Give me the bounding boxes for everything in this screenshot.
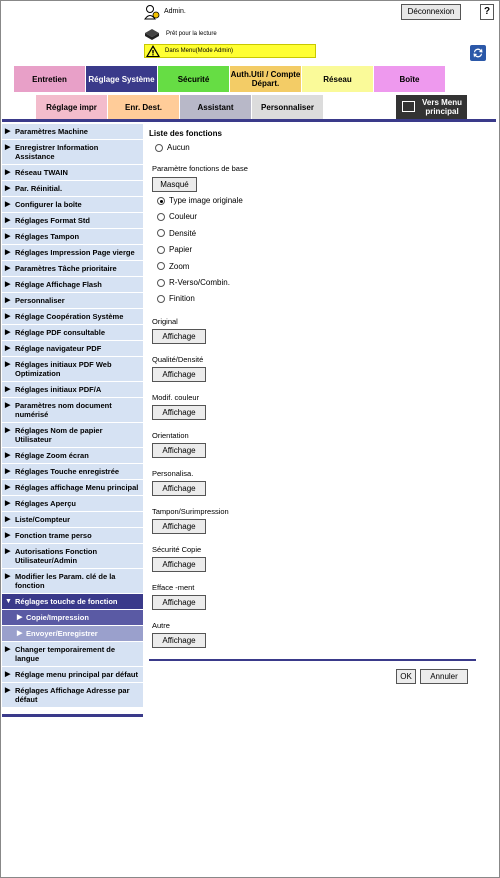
radio-circle xyxy=(157,213,165,221)
sidebar-item[interactable] xyxy=(2,277,143,293)
radio-label: R-Verso/Combin. xyxy=(169,278,230,287)
tab-main-3[interactable]: Auth.Util / Compte Départ. xyxy=(230,66,302,92)
arrow-right-icon: ▶ xyxy=(5,452,11,459)
sidebar-item[interactable] xyxy=(2,261,143,277)
radio-base-option[interactable] xyxy=(157,262,189,271)
main-tabs xyxy=(14,66,446,92)
sidebar-item[interactable] xyxy=(2,480,143,496)
mode-text: Dans Menu(Mode Admin) xyxy=(165,48,234,54)
sidebar-item[interactable] xyxy=(2,667,143,683)
sidebar-item-label: Fonction trame perso xyxy=(15,531,92,540)
sidebar-item[interactable] xyxy=(2,309,143,325)
display-button[interactable]: Affichage xyxy=(152,481,206,496)
sidebar-item[interactable] xyxy=(2,496,143,512)
sidebar-item-label: Réseau TWAIN xyxy=(15,168,68,177)
arrow-right-icon: ▶ xyxy=(5,500,11,507)
status-row xyxy=(144,28,344,42)
main-menu-label: Vers Menu principal xyxy=(421,98,462,116)
sidebar-item-label: Réglages initiaux PDF Web Optimization xyxy=(15,360,112,378)
warning-icon xyxy=(146,45,160,57)
sidebar-item[interactable] xyxy=(2,464,143,480)
sidebar-item[interactable] xyxy=(2,398,143,423)
sidebar-item[interactable] xyxy=(2,528,143,544)
sidebar-item-label: Réglages touche de fonction xyxy=(15,597,118,606)
bottom-divider xyxy=(149,659,476,661)
sidebar-item[interactable] xyxy=(2,229,143,245)
sidebar-item-label: Réglage Coopération Système xyxy=(15,312,124,321)
display-button[interactable]: Affichage xyxy=(152,633,206,648)
section-label: Original xyxy=(152,317,178,326)
help-icon[interactable]: ? xyxy=(480,4,494,20)
sidebar-item-label: Paramètres nom document numérisé xyxy=(15,401,112,419)
section-label: Sécurité Copie xyxy=(152,545,202,554)
sidebar-item[interactable] xyxy=(2,165,143,181)
display-button[interactable]: Affichage xyxy=(152,367,206,382)
sidebar-item-label: Configurer la boîte xyxy=(15,200,82,209)
display-button[interactable]: Affichage xyxy=(152,595,206,610)
main-menu-button[interactable] xyxy=(396,95,467,119)
radio-base-option[interactable] xyxy=(157,196,243,205)
tab-main-0[interactable]: Entretien xyxy=(14,66,86,92)
tab-sub-3[interactable]: Personnaliser xyxy=(252,95,324,119)
radio-label: Type image originale xyxy=(169,196,243,205)
base-functions-label: Paramètre fonctions de base xyxy=(152,164,248,173)
sidebar-item[interactable] xyxy=(2,382,143,398)
main-menu-icon xyxy=(402,101,415,112)
ok-button[interactable]: OK xyxy=(396,669,416,684)
sidebar-item-label: Paramètres Tâche prioritaire xyxy=(15,264,117,273)
arrow-right-icon: ▶ xyxy=(5,217,11,224)
display-button[interactable]: Affichage xyxy=(152,519,206,534)
sidebar-item-label: Liste/Compteur xyxy=(15,515,71,524)
radio-none-label: Aucun xyxy=(167,143,190,152)
sidebar-item[interactable] xyxy=(2,642,143,667)
tab-sub-2[interactable]: Assistant xyxy=(180,95,252,119)
radio-label: Papier xyxy=(169,245,193,255)
page-title: Liste des fonctions xyxy=(149,129,222,138)
sidebar-item[interactable] xyxy=(2,140,143,165)
radio-circle xyxy=(157,246,165,254)
sidebar-item[interactable] xyxy=(2,544,143,569)
sidebar-item[interactable] xyxy=(2,293,143,309)
sidebar-item[interactable] xyxy=(2,610,143,626)
arrow-right-icon: ▶ xyxy=(5,386,11,393)
radio-circle xyxy=(157,262,165,270)
arrow-right-icon: ▶ xyxy=(17,630,23,637)
sidebar-item-label: Réglages initiaux PDF/A xyxy=(15,385,102,394)
section-label: Autre xyxy=(152,621,170,630)
arrow-right-icon: ▶ xyxy=(17,614,23,621)
status-text: Prêt pour la lecture xyxy=(166,31,217,37)
radio-base-option[interactable] xyxy=(157,278,230,287)
admin-user-icon xyxy=(144,4,160,20)
arrow-right-icon: ▶ xyxy=(5,297,11,304)
sidebar-item-label: Modifier les Param. clé de la fonction xyxy=(15,572,116,590)
section-label: Efface -ment xyxy=(152,583,195,592)
sidebar-item[interactable] xyxy=(2,245,143,261)
arrow-right-icon: ▶ xyxy=(5,671,11,678)
radio-base-option[interactable] xyxy=(157,229,196,238)
sidebar-item[interactable] xyxy=(2,626,143,642)
tab-sub-1[interactable]: Enr. Dest. xyxy=(108,95,180,119)
admin-label: Admin. xyxy=(164,8,186,15)
sidebar-item-label: Copie/Impression xyxy=(26,613,89,622)
tab-main-5[interactable]: Boîte xyxy=(374,66,446,92)
radio-label: Finition xyxy=(169,294,195,304)
radio-circle xyxy=(157,279,165,287)
arrow-right-icon: ▶ xyxy=(5,646,11,653)
sidebar-item[interactable] xyxy=(2,448,143,464)
arrow-right-icon: ▶ xyxy=(5,345,11,352)
arrow-right-icon: ▶ xyxy=(5,144,11,151)
arrow-right-icon: ▶ xyxy=(5,313,11,320)
logout-button[interactable]: Déconnexion xyxy=(401,4,461,20)
header xyxy=(144,4,494,22)
arrow-right-icon: ▶ xyxy=(5,402,11,409)
sidebar-item[interactable] xyxy=(2,569,143,594)
arrow-right-icon: ▶ xyxy=(5,516,11,523)
sidebar-item[interactable] xyxy=(2,124,143,140)
display-button[interactable]: Affichage xyxy=(152,329,206,344)
sidebar-item[interactable] xyxy=(2,594,143,610)
radio-label: Couleur xyxy=(169,212,198,222)
tab-main-4[interactable]: Réseau xyxy=(302,66,374,92)
arrow-right-icon: ▶ xyxy=(5,484,11,491)
display-button[interactable]: Affichage xyxy=(152,443,206,458)
sidebar-item-label: Réglages Aperçu xyxy=(15,499,76,508)
sidebar-item[interactable] xyxy=(2,512,143,528)
arrow-right-icon: ▶ xyxy=(5,128,11,135)
sidebar-item-label: Autorisations Fonction Utilisateur/Admin xyxy=(15,547,98,565)
sidebar-item-label: Par. Réinitial. xyxy=(15,184,63,193)
sidebar-item-label: Réglage PDF consultable xyxy=(15,328,106,337)
sub-tabs xyxy=(36,95,324,119)
display-button[interactable]: Affichage xyxy=(152,557,206,572)
arrow-right-icon: ▶ xyxy=(5,265,11,272)
sidebar-item-label: Réglage Affichage Flash xyxy=(15,280,102,289)
sidebar-end-divider xyxy=(2,714,143,717)
radio-circle xyxy=(157,295,165,303)
arrow-right-icon: ▶ xyxy=(5,468,11,475)
sidebar-item-label: Réglage Zoom écran xyxy=(15,451,89,460)
arrow-right-icon: ▶ xyxy=(5,281,11,288)
sidebar-item-label: Réglages Nom de papier Utilisateur xyxy=(15,426,103,444)
radio-circle xyxy=(157,229,165,237)
admin-mode-bar xyxy=(144,44,316,58)
section-label: Orientation xyxy=(152,431,189,440)
sidebar-item-label: Réglage navigateur PDF xyxy=(15,344,102,353)
radio-none[interactable] xyxy=(155,143,190,152)
hidden-button[interactable]: Masqué xyxy=(152,177,197,192)
sidebar-item-label: Réglages Tampon xyxy=(15,232,80,241)
radio-label: Densité xyxy=(169,228,197,238)
arrow-right-icon: ▶ xyxy=(5,532,11,539)
printer-icon xyxy=(144,28,160,40)
sidebar-item-label: Réglages affichage Menu principal xyxy=(15,483,139,492)
radio-base-option[interactable] xyxy=(157,294,195,303)
arrow-right-icon: ▶ xyxy=(5,169,11,176)
tab-main-1[interactable]: Réglage Système xyxy=(86,66,158,92)
sidebar-item[interactable] xyxy=(2,197,143,213)
section-label: Modif. couleur xyxy=(152,393,200,402)
display-button[interactable]: Affichage xyxy=(152,405,206,420)
arrow-right-icon: ▶ xyxy=(5,427,11,434)
radio-circle xyxy=(157,197,165,205)
section-label: Qualité/Densité xyxy=(152,355,204,364)
radio-circle xyxy=(155,144,163,152)
radio-base-option[interactable] xyxy=(157,245,192,254)
sidebar-item-label: Réglages Touche enregistrée xyxy=(15,467,120,476)
sidebar-item[interactable] xyxy=(2,341,143,357)
sidebar-item-label: Personnaliser xyxy=(15,296,65,305)
radio-base-option[interactable] xyxy=(157,212,197,221)
sidebar-item-label: Réglages Affichage Adresse par défaut xyxy=(15,686,130,704)
sidebar-item-label: Changer temporairement de langue xyxy=(15,645,116,663)
arrow-right-icon: ▶ xyxy=(5,548,11,555)
arrow-right-icon: ▶ xyxy=(5,361,11,368)
arrow-right-icon: ▶ xyxy=(5,249,11,256)
radio-label: Zoom xyxy=(169,261,190,271)
tabs-divider xyxy=(2,119,496,122)
cancel-button[interactable]: Annuler xyxy=(420,669,468,684)
arrow-right-icon: ▶ xyxy=(5,687,11,694)
arrow-right-icon: ▼ xyxy=(5,598,12,605)
sidebar-item-label: Réglage menu principal par défaut xyxy=(15,670,138,679)
arrow-right-icon: ▶ xyxy=(5,201,11,208)
sidebar-item[interactable] xyxy=(2,181,143,197)
arrow-right-icon: ▶ xyxy=(5,329,11,336)
sidebar-item-label: Réglages Impression Page vierge xyxy=(15,248,135,257)
section-label: Tampon/Surimpression xyxy=(152,507,229,516)
sidebar-item[interactable] xyxy=(2,683,143,708)
section-label: Personalisa. xyxy=(152,469,194,478)
sidebar-item-label: Envoyer/Enregistrer xyxy=(26,629,98,638)
tab-main-2[interactable]: Sécurité xyxy=(158,66,230,92)
sidebar xyxy=(2,124,143,717)
arrow-right-icon: ▶ xyxy=(5,233,11,240)
arrow-right-icon: ▶ xyxy=(5,573,11,580)
tab-sub-0[interactable]: Réglage impr xyxy=(36,95,108,119)
sidebar-item-label: Paramètres Machine xyxy=(15,127,88,136)
sidebar-item[interactable] xyxy=(2,213,143,229)
sidebar-item-label: Réglages Format Std xyxy=(15,216,91,225)
arrow-right-icon: ▶ xyxy=(5,185,11,192)
refresh-icon[interactable] xyxy=(470,45,486,61)
sidebar-item[interactable] xyxy=(2,423,143,448)
sidebar-item[interactable] xyxy=(2,325,143,341)
sidebar-item[interactable] xyxy=(2,357,143,382)
sidebar-item-label: Enregistrer Information Assistance xyxy=(15,143,99,161)
